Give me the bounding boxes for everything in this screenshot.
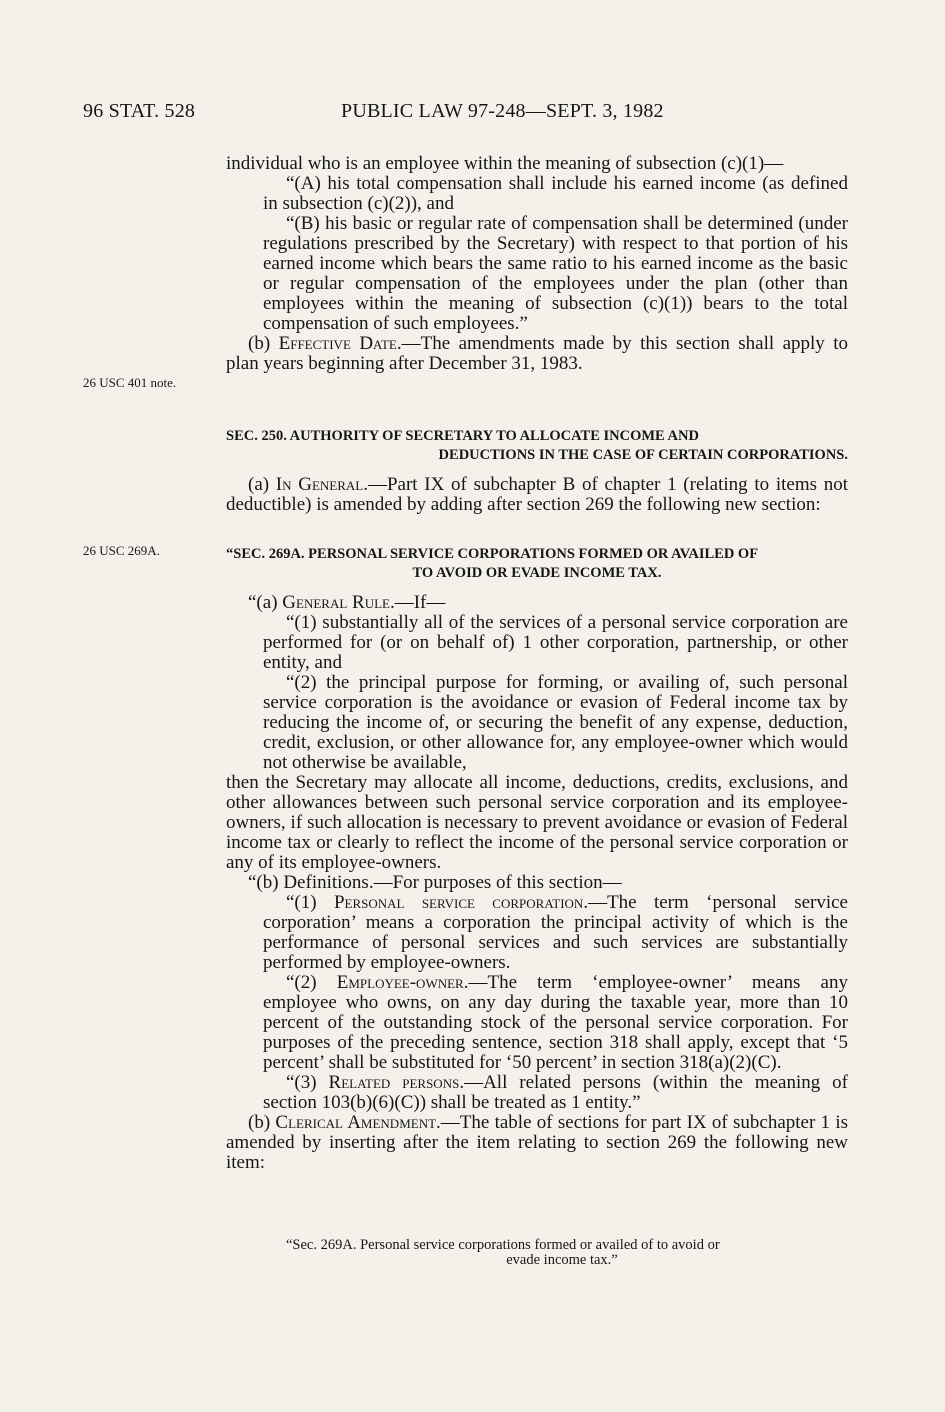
section-269a-heading: “SEC. 269A. PERSONAL SERVICE CORPORATIONS FORMED OR AVAILED OF TO AVOID OR EVADE INCOME TAX. (226, 546, 759, 581)
intro-paragraph: individual who is an employee within the meaning of subsection (c)(1)— (226, 153, 784, 174)
effective-date-heading: Effective Date (278, 333, 397, 354)
margin-note-usc-269a: 26 USC 269A. (83, 543, 160, 558)
section-250-heading: SEC. 250. AUTHORITY OF SECRETARY TO ALLOCATE INCOME AND DEDUCTIONS IN THE CASE OF CERTAIN CORPORATIONS. (226, 428, 848, 463)
definition-2: “(2) Employee-owner.—The term ‘employee-owner’ means any employee who owns, on any day during the taxable year, more than 10 percent of the outstanding stock of the personal service corporation. For purposes of the preceding sentence, section 318 shall apply, except that ‘5 percent’ shall be substituted for ‘50 percent’ in section 318(a)(2)(C). (263, 972, 848, 1073)
effective-date-paragraph: (b) Effective Date.—The amendments made by this section shall apply to plan years beginning after December 31, 1983. (226, 333, 849, 374)
subparagraph-b: “(B) his basic or regular rate of compensation shall be determined (under regulations prescribed by the Secretary) with respect to that portion of his earned income which bears the same ratio to his earned income as the basic or regular compensation of the employees under the plan (other than employees within the meaning of subsection (c)(1)) bears to the total compensation of such employees.” (263, 213, 848, 334)
employee-owner-term: Employee-owner (336, 972, 464, 993)
in-general-paragraph: (a) In General.—Part IX of subchapter B of chapter 1 (relating to items not deductible) is amended by adding after section 269 the following new section: (226, 474, 848, 515)
clerical-amendment-paragraph: (b) Clerical Amendment.—The table of sections for part IX of subchapter 1 is amended by inserting after the item relating to section 269 the following new item: (226, 1112, 848, 1173)
definition-1: “(1) Personal service corporation.—The term ‘personal service corporation’ means a corporation the principal activity of which is the performance of personal services and such services are substantially performed by employee-owners. (263, 892, 848, 973)
subparagraphs-block (226, 154, 848, 374)
related-persons-term: Related persons (328, 1072, 460, 1093)
public-law-header: PUBLIC LAW 97-248—SEPT. 3, 1982 (341, 100, 664, 122)
in-general-block (226, 475, 848, 515)
section-269a-body (226, 593, 848, 1173)
definition-3: “(3) Related persons.—All related persons (within the meaning of section 103(b)(6)(C)) shall be treated as 1 entity.” (263, 1072, 848, 1113)
page-number-header: 96 STAT. 528 (83, 100, 196, 122)
definitions-paragraph: “(b) Definitions.—For purposes of this section— (248, 872, 622, 893)
paragraph-1: “(1) substantially all of the services of a personal service corporation are performed for (or on behalf of) 1 other corporation, partnership, or other entity, and (263, 612, 848, 673)
general-rule-heading: General Rule (282, 592, 390, 613)
paragraph-2: “(2) the principal purpose for forming, or availing of, such personal service corporation is the avoidance or evasion of Federal income tax by reducing the income of, or securing the benefit of any expense, deduction, credit, exclusion, or other allowance for, any employee-owner which would not otherwise be available, (263, 672, 848, 773)
general-rule-paragraph: “(a) General Rule.—If— (248, 592, 446, 613)
in-general-heading: In General (275, 474, 364, 495)
then-paragraph: then the Secretary may allocate all income, deductions, credits, exclusions, and other allowances between such personal service corporation and its employee-owners, if such allocation is necessary to prevent avoidance or evasion of Federal income tax or clearly to reflect the income of the personal service corporation or any of its employee-owners. (226, 772, 848, 873)
table-of-sections-item: “Sec. 269A. Personal service corporations formed or availed of to avoid or evade income tax.” (286, 1237, 720, 1268)
personal-service-corporation-term: Personal service corporation (333, 892, 584, 913)
margin-note-usc-401: 26 USC 401 note. (83, 375, 177, 390)
subparagraph-a: “(A) his total compensation shall include his earned income (as defined in subsection (c)(2)), and (263, 173, 848, 214)
clerical-amendment-heading: Clerical Amendment (275, 1112, 437, 1133)
